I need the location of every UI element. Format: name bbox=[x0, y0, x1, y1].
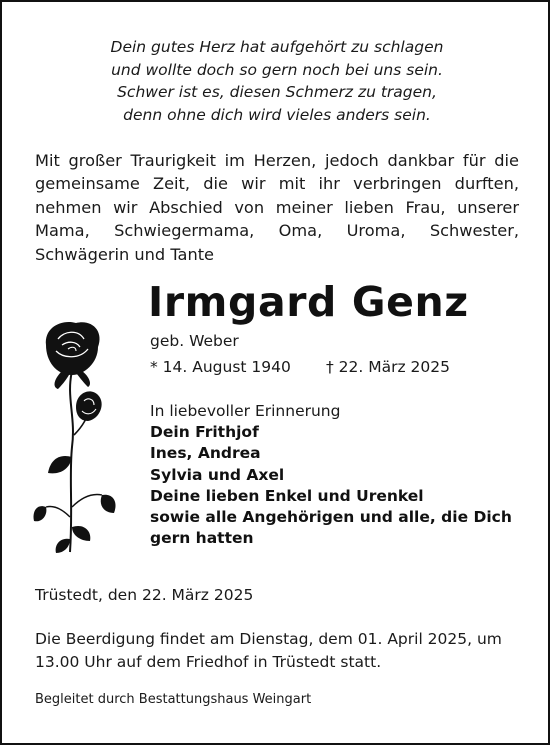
death-date: † 22. März 2025 bbox=[326, 358, 451, 376]
verse-line: und wollte doch so gern noch bei uns sein. bbox=[111, 60, 443, 79]
undertaker-credit: Begleitet durch Bestattungshaus Weingart bbox=[35, 692, 312, 707]
place-date: Trüstedt, den 22. März 2025 bbox=[35, 586, 254, 604]
mourners-list bbox=[150, 422, 522, 550]
intro-text: Mit großer Traurigkeit im Herzen, jedoch dankbar für die gemeinsame Zeit, die wir mit ihr verbringen durften, nehmen wir Abschied von meiner lieben Frau, unserer Mama, Schwiegermama, Oma, Uroma, Schwester, Schwägerin und Tante bbox=[35, 151, 519, 264]
funeral-info: Die Beerdigung findet am Dienstag, dem 01. April 2025, um 13.00 Uhr auf dem Friedhof in Trüstedt statt. bbox=[35, 630, 502, 671]
deceased-name: Irmgard Genz bbox=[148, 278, 469, 326]
verse-line: Dein gutes Herz hat aufgehört zu schlagen bbox=[110, 38, 444, 56]
mourner: Ines, Andrea bbox=[150, 444, 261, 463]
verse-line: denn ohne dich wird vieles anders sein. bbox=[123, 105, 431, 124]
mourner: Dein Frithjof bbox=[150, 423, 259, 441]
verse-line: Schwer ist es, diesen Schmerz zu tragen, bbox=[117, 83, 437, 101]
memorial-verse bbox=[2, 36, 550, 126]
mourner: Sylvia und Axel bbox=[150, 465, 285, 484]
rose-icon bbox=[32, 317, 118, 562]
birth-name: geb. Weber bbox=[150, 332, 239, 350]
memory-line: In liebevoller Erinnerung bbox=[150, 402, 341, 420]
birth-date: * 14. August 1940 bbox=[150, 358, 291, 376]
mourner: sowie alle Angehörigen und alle, die Dich bbox=[150, 508, 512, 527]
mourner: gern hatten bbox=[150, 529, 254, 548]
mourner: Deine lieben Enkel und Urenkel bbox=[150, 486, 424, 505]
life-dates bbox=[150, 358, 451, 376]
